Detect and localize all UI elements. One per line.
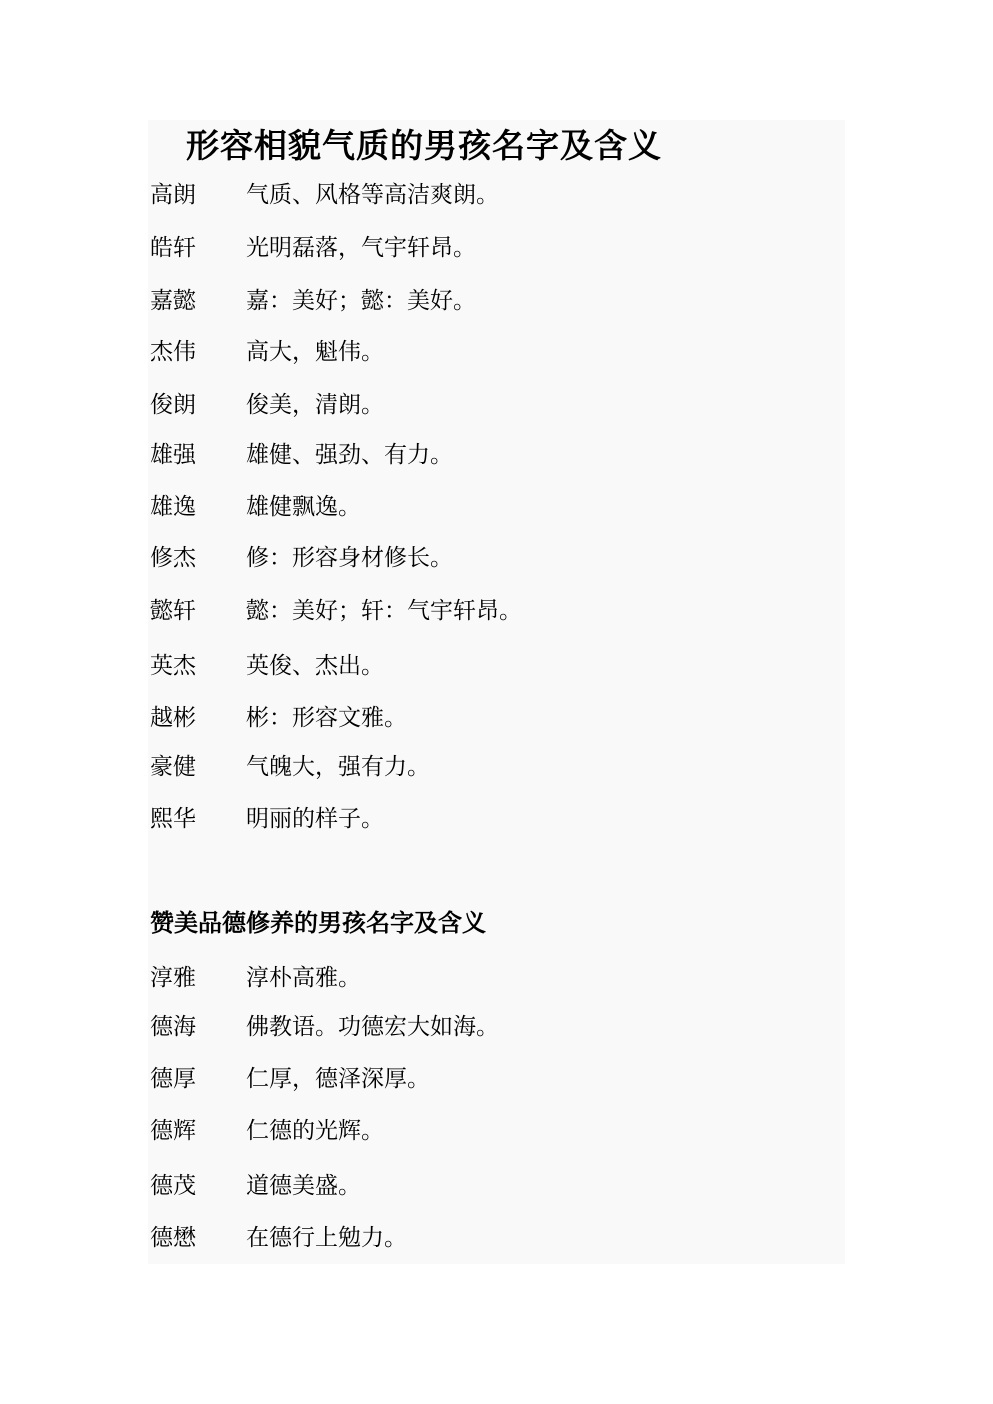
entry-meaning: 在德行上勉力。 bbox=[246, 1225, 407, 1251]
entry-name: 杰伟 bbox=[150, 339, 196, 365]
entry-name: 雄强 bbox=[150, 442, 196, 468]
entry-name: 英杰 bbox=[150, 653, 196, 679]
name-entry bbox=[150, 490, 361, 524]
entry-meaning: 俊美，清朗。 bbox=[246, 392, 384, 418]
name-entry bbox=[150, 1221, 407, 1255]
section-title-virtue: 赞美品德修养的男孩名字及含义 bbox=[150, 909, 486, 937]
name-entry bbox=[150, 178, 499, 212]
entry-name: 嘉懿 bbox=[150, 288, 196, 314]
name-entry bbox=[150, 388, 384, 422]
entry-meaning: 彬：形容文雅。 bbox=[246, 705, 407, 731]
entry-name: 德厚 bbox=[150, 1066, 196, 1092]
entry-name: 懿轩 bbox=[150, 598, 196, 624]
entry-meaning: 气魄大，强有力。 bbox=[246, 754, 430, 780]
name-entry bbox=[150, 802, 384, 836]
entry-name: 德海 bbox=[150, 1014, 196, 1040]
name-entry bbox=[150, 750, 430, 784]
entry-meaning: 英俊、杰出。 bbox=[246, 653, 384, 679]
entry-meaning: 雄健、强劲、有力。 bbox=[246, 442, 453, 468]
entry-name: 修杰 bbox=[150, 545, 196, 571]
name-entry bbox=[150, 1114, 384, 1148]
entry-name: 俊朗 bbox=[150, 392, 196, 418]
entry-meaning: 仁德的光辉。 bbox=[246, 1118, 384, 1144]
entry-name: 淳雅 bbox=[150, 965, 196, 991]
name-entry bbox=[150, 541, 453, 575]
name-entry bbox=[150, 594, 522, 628]
entry-name: 高朗 bbox=[150, 182, 196, 208]
entry-meaning: 道德美盛。 bbox=[246, 1173, 361, 1199]
entry-meaning: 佛教语。功德宏大如海。 bbox=[246, 1014, 499, 1040]
entry-meaning: 懿：美好；轩：气宇轩昂。 bbox=[246, 598, 522, 624]
section-title-appearance: 形容相貌气质的男孩名字及含义 bbox=[186, 126, 662, 165]
entry-name: 豪健 bbox=[150, 754, 196, 780]
entry-meaning: 明丽的样子。 bbox=[246, 806, 384, 832]
name-entry bbox=[150, 701, 407, 735]
entry-name: 雄逸 bbox=[150, 494, 196, 520]
entry-meaning: 雄健飘逸。 bbox=[246, 494, 361, 520]
name-entry bbox=[150, 438, 453, 472]
entry-name: 熙华 bbox=[150, 806, 196, 832]
entry-name: 越彬 bbox=[150, 705, 196, 731]
entry-name: 德茂 bbox=[150, 1173, 196, 1199]
name-entry bbox=[150, 335, 384, 369]
name-entry bbox=[150, 284, 476, 318]
entry-meaning: 淳朴高雅。 bbox=[246, 965, 361, 991]
entry-meaning: 气质、风格等高洁爽朗。 bbox=[246, 182, 499, 208]
entry-meaning: 光明磊落，气宇轩昂。 bbox=[246, 235, 476, 261]
document-page bbox=[148, 120, 845, 1264]
name-entry bbox=[150, 1010, 499, 1044]
name-entry bbox=[150, 1062, 430, 1096]
name-entry bbox=[150, 961, 361, 995]
entry-meaning: 仁厚，德泽深厚。 bbox=[246, 1066, 430, 1092]
name-entry bbox=[150, 1169, 361, 1203]
name-entry bbox=[150, 231, 476, 265]
entry-name: 德辉 bbox=[150, 1118, 196, 1144]
entry-name: 皓轩 bbox=[150, 235, 196, 261]
entry-meaning: 高大，魁伟。 bbox=[246, 339, 384, 365]
entry-meaning: 修：形容身材修长。 bbox=[246, 545, 453, 571]
entry-name: 德懋 bbox=[150, 1225, 196, 1251]
entry-meaning: 嘉：美好；懿：美好。 bbox=[246, 288, 476, 314]
name-entry bbox=[150, 649, 384, 683]
